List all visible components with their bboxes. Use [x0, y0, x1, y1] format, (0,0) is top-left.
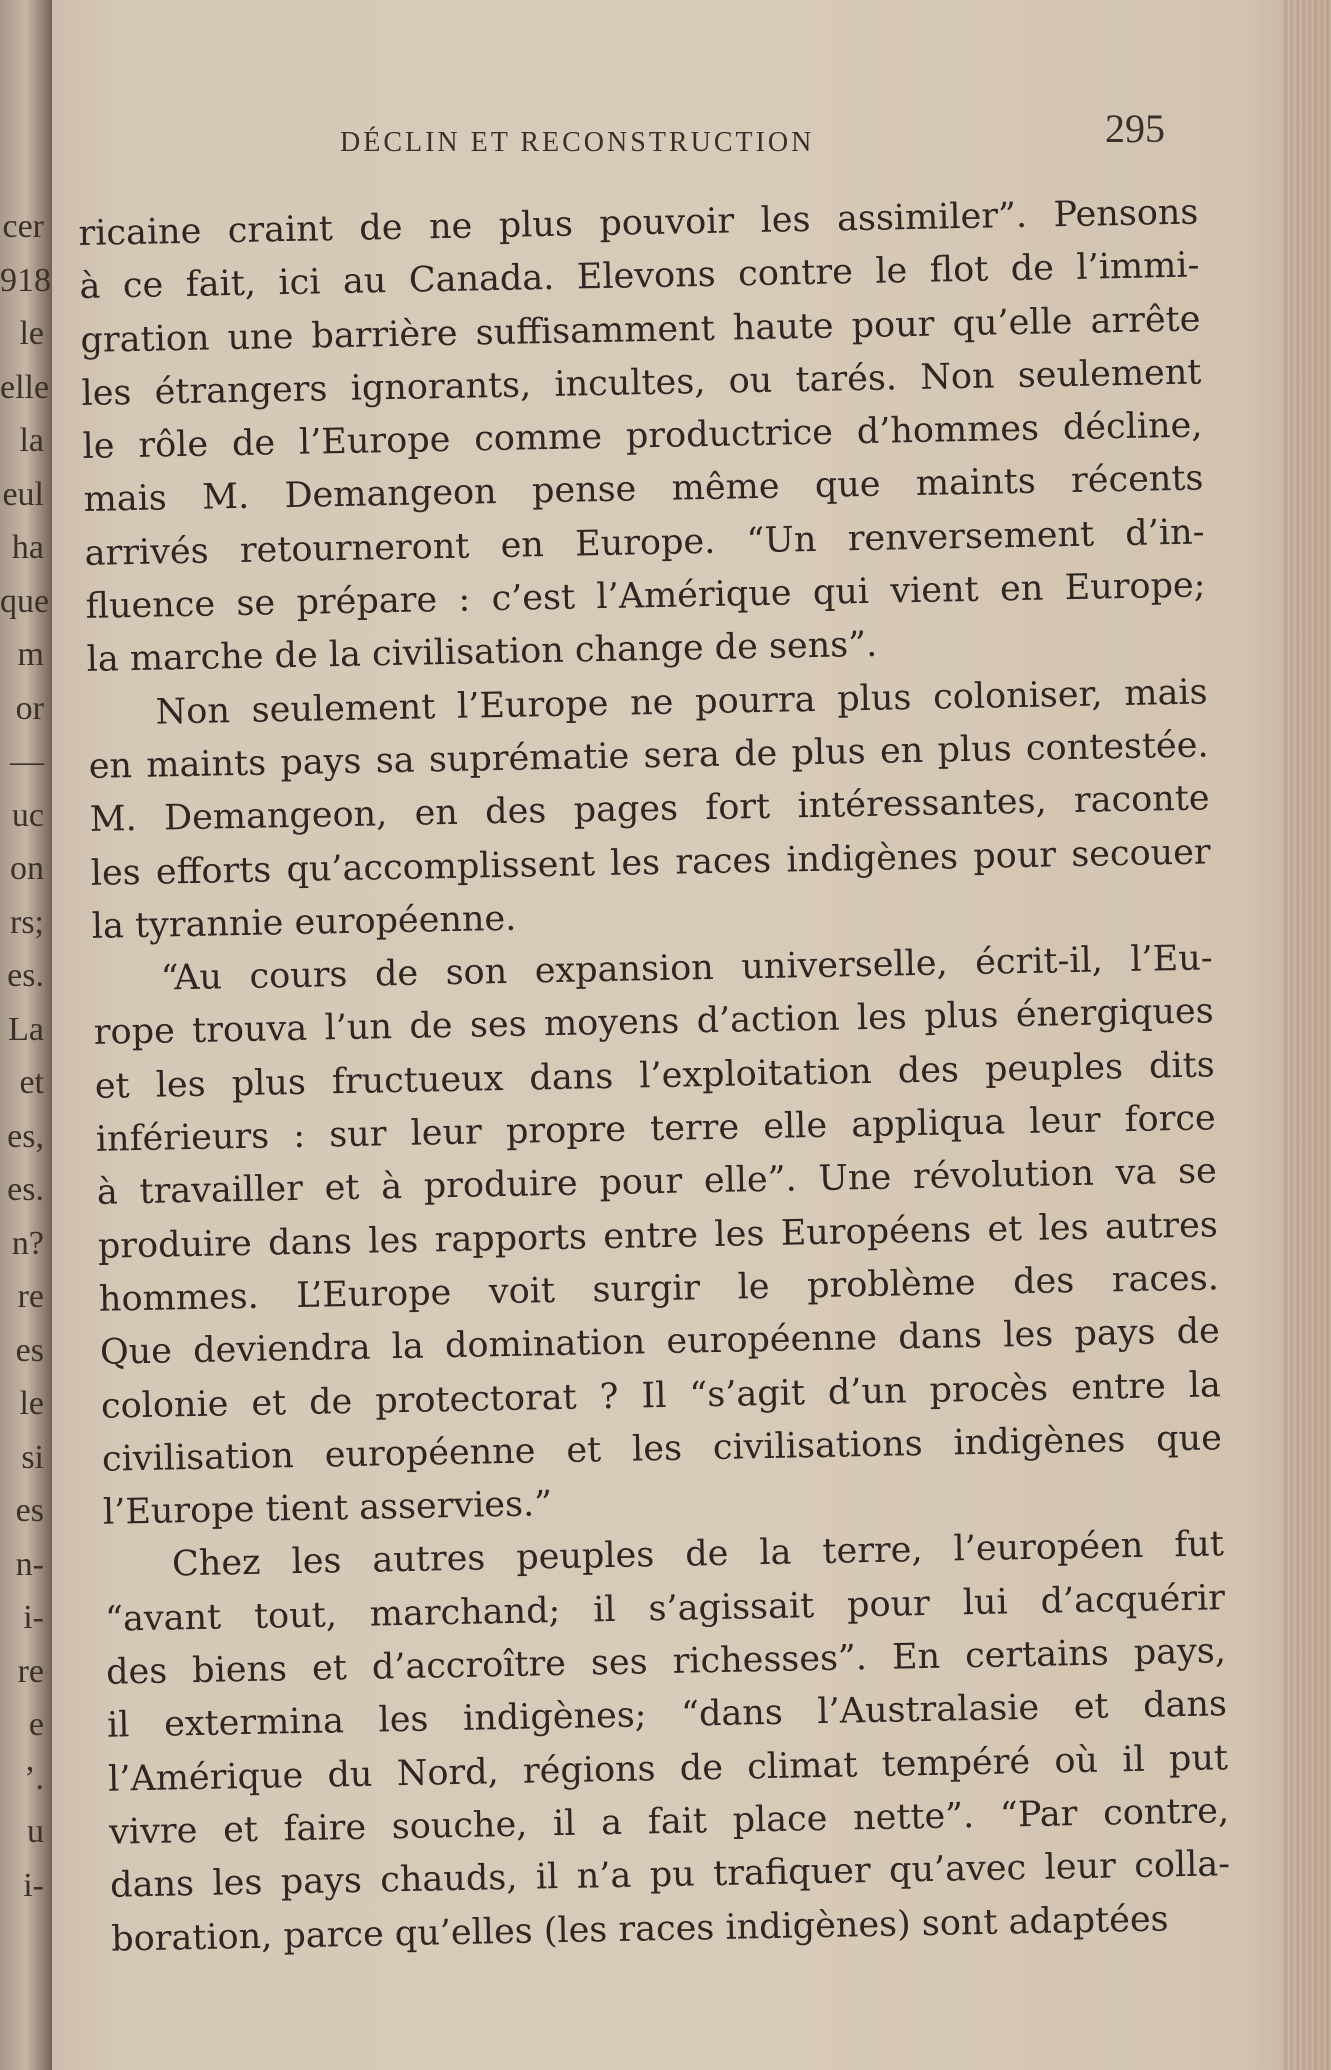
text-line: Que deviendra la domination européenne dans les pays de	[99, 1311, 1221, 1374]
previous-page-fragment: si	[21, 1438, 44, 1476]
previous-page-fragment: re	[17, 1652, 44, 1690]
previous-page-fragment: ha	[11, 529, 44, 566]
text-line: fluence se prépare : c’est l’Amérique qui vient en Europe;	[85, 565, 1206, 628]
text-line: en maints pays sa suprématie sera de plus en plus contestée.	[88, 725, 1209, 787]
text-line: le rôle de l’Europe comme productrice d’hommes décline,	[82, 405, 1203, 468]
text-line: Chez les autres peuples de la terre, l’européen fut	[171, 1524, 1225, 1585]
previous-page-fragment: on	[10, 850, 44, 887]
text-line: rope trouva l’un de ses moyens d’action les plus énergiques	[93, 991, 1215, 1054]
text-line: inférieurs : sur leur propre terre elle appliqua leur force	[95, 1098, 1217, 1160]
text-line: produire dans les rapports entre les Européens et les autres	[97, 1204, 1219, 1267]
text-line: Non seulement l’Europe ne pourra plus coloniser, mais	[155, 672, 1208, 733]
text-line: et les plus fructueux dans l’exploitation des peuples dits	[94, 1045, 1216, 1107]
previous-page-fragment: n-	[15, 1545, 44, 1583]
text-line: “avant tout, marchand; il s’agissait pour lui d’acquérir	[104, 1577, 1226, 1640]
previous-page-fragment: e	[28, 1706, 44, 1743]
previous-page-fragment: la	[19, 422, 44, 459]
text-line: M. Demangeon, en des pages fort intéressantes, raconte	[89, 778, 1210, 841]
text-line: l’Europe tient asservies.”	[102, 1484, 553, 1533]
page-number: 295	[1105, 106, 1165, 151]
text-line: la tyrannie européenne.	[91, 898, 517, 947]
previous-page-fragment: 918	[0, 261, 51, 299]
previous-page-fragment: m	[17, 636, 44, 673]
previous-page-fragment: n?	[11, 1224, 44, 1262]
page-edges	[1283, 0, 1331, 2070]
text-line: colonie et de protectorat ? Il “s’agit d’un procès entre la	[100, 1364, 1222, 1427]
running-title: DÉCLIN ET RECONSTRUCTION	[340, 127, 815, 158]
text-line: les étrangers ignorants, incultes, ou tarés. Non seulement	[81, 352, 1202, 414]
text-line: à ce fait, ici au Canada. Elevons contre le flot de l’immi-	[79, 245, 1200, 308]
text-line: hommes. L’Europe voit surgir le problème des races.	[98, 1258, 1220, 1320]
page-header	[330, 106, 1210, 175]
text-line: les efforts qu’accomplissent les races indigènes pour secouer	[90, 831, 1211, 894]
previous-page-fragment: or	[15, 689, 44, 727]
text-line: ricaine craint de ne plus pouvoir les assimiler”. Pensons	[78, 192, 1199, 254]
text-line: “Au cours de son expansion universelle, écrit-il, l’Eu-	[160, 938, 1214, 999]
text-line: il extermina les indigènes; “dans l’Australasie et dans	[106, 1684, 1228, 1747]
previous-page-fragment: u	[27, 1813, 44, 1850]
previous-page-fragment: —	[10, 743, 44, 780]
text-line: la marche de la civilisation change de sens”.	[86, 625, 878, 681]
previous-page-fragment: uc	[11, 796, 44, 834]
previous-page-fragment: La	[8, 1010, 44, 1048]
previous-page-fragment: que	[0, 582, 50, 620]
previous-page-fragment: es,	[7, 1117, 44, 1155]
previous-page-fragment: rs;	[10, 903, 44, 941]
previous-page-fragment: cer	[2, 208, 44, 245]
previous-page-fragment: es.	[7, 1171, 44, 1208]
text-line: des biens et d’accroître ses richesses”. En certains pays,	[105, 1631, 1227, 1693]
previous-page-fragment: es	[15, 1331, 44, 1369]
previous-page-fragment: es.	[7, 957, 44, 994]
previous-page-fragment: elle	[0, 368, 50, 406]
previous-page-margin	[0, 200, 51, 1912]
previous-page-fragment: i-	[23, 1866, 44, 1904]
text-line: arrivés retourneront en Europe. “Un renversement d’in-	[84, 512, 1205, 574]
previous-page-fragment: es	[15, 1492, 44, 1529]
text-line: boration, parce qu’elles (les races indigènes) sont adaptées	[110, 1898, 1169, 1960]
previous-page-fragment: eul	[2, 475, 44, 513]
text-line: gration une barrière suffisamment haute pour qu’elle arrête	[80, 299, 1201, 361]
text-line: dans les pays chauds, il n’a pu trafiquer qu’avec leur colla-	[109, 1844, 1231, 1906]
previous-page-fragment: i-	[23, 1599, 44, 1636]
previous-page-fragment: re	[17, 1278, 44, 1315]
body-text	[78, 186, 1232, 1966]
previous-page-fragment: le	[19, 1385, 44, 1422]
text-line: civilisation européenne et les civilisations indigènes que	[101, 1418, 1223, 1480]
text-line: vivre et faire souche, il a fait place nette”. “Par contre,	[108, 1791, 1230, 1853]
text-line: l’Amérique du Nord, régions de climat tempéré où il put	[107, 1737, 1229, 1800]
previous-page-fragment: et	[19, 1064, 44, 1101]
previous-page-fragment: le	[19, 315, 44, 352]
text-line: à travailler et à produire pour elle”. Une révolution va se	[96, 1151, 1218, 1214]
text-line: mais M. Demangeon pense même que maints récents	[83, 458, 1204, 521]
previous-page-fragment: ’.	[24, 1759, 44, 1797]
